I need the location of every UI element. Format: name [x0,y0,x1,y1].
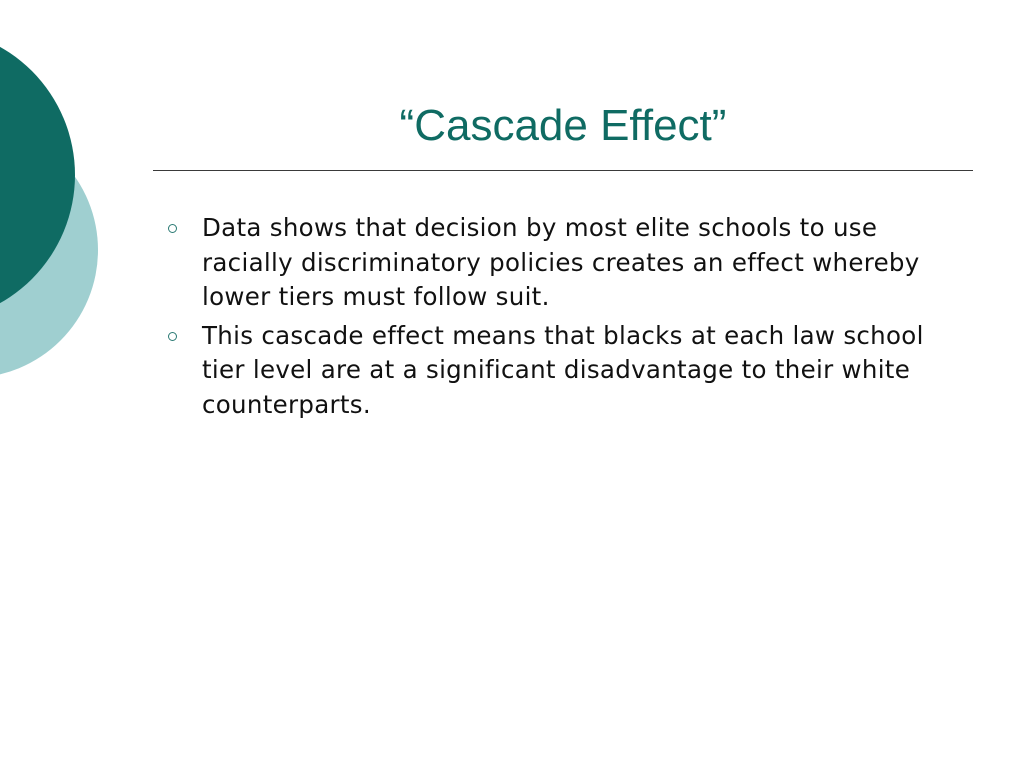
bullet-text: Data shows that decision by most elite schools to use racially discriminatory policies creates an effect whereby lower tiers must follow suit. [202,213,920,311]
decorative-circles [0,0,120,420]
hollow-circle-bullet-icon [168,332,177,341]
bullet-text: This cascade effect means that blacks at each law school tier level are at a significant disadvantage to their white counterparts. [202,320,924,419]
title-divider [153,170,973,171]
bullet-item [162,211,962,315]
bullet-list [162,211,962,426]
bullet-item [162,319,962,423]
slide-title: “Cascade Effect” [399,101,727,150]
hollow-circle-bullet-icon [168,224,177,233]
